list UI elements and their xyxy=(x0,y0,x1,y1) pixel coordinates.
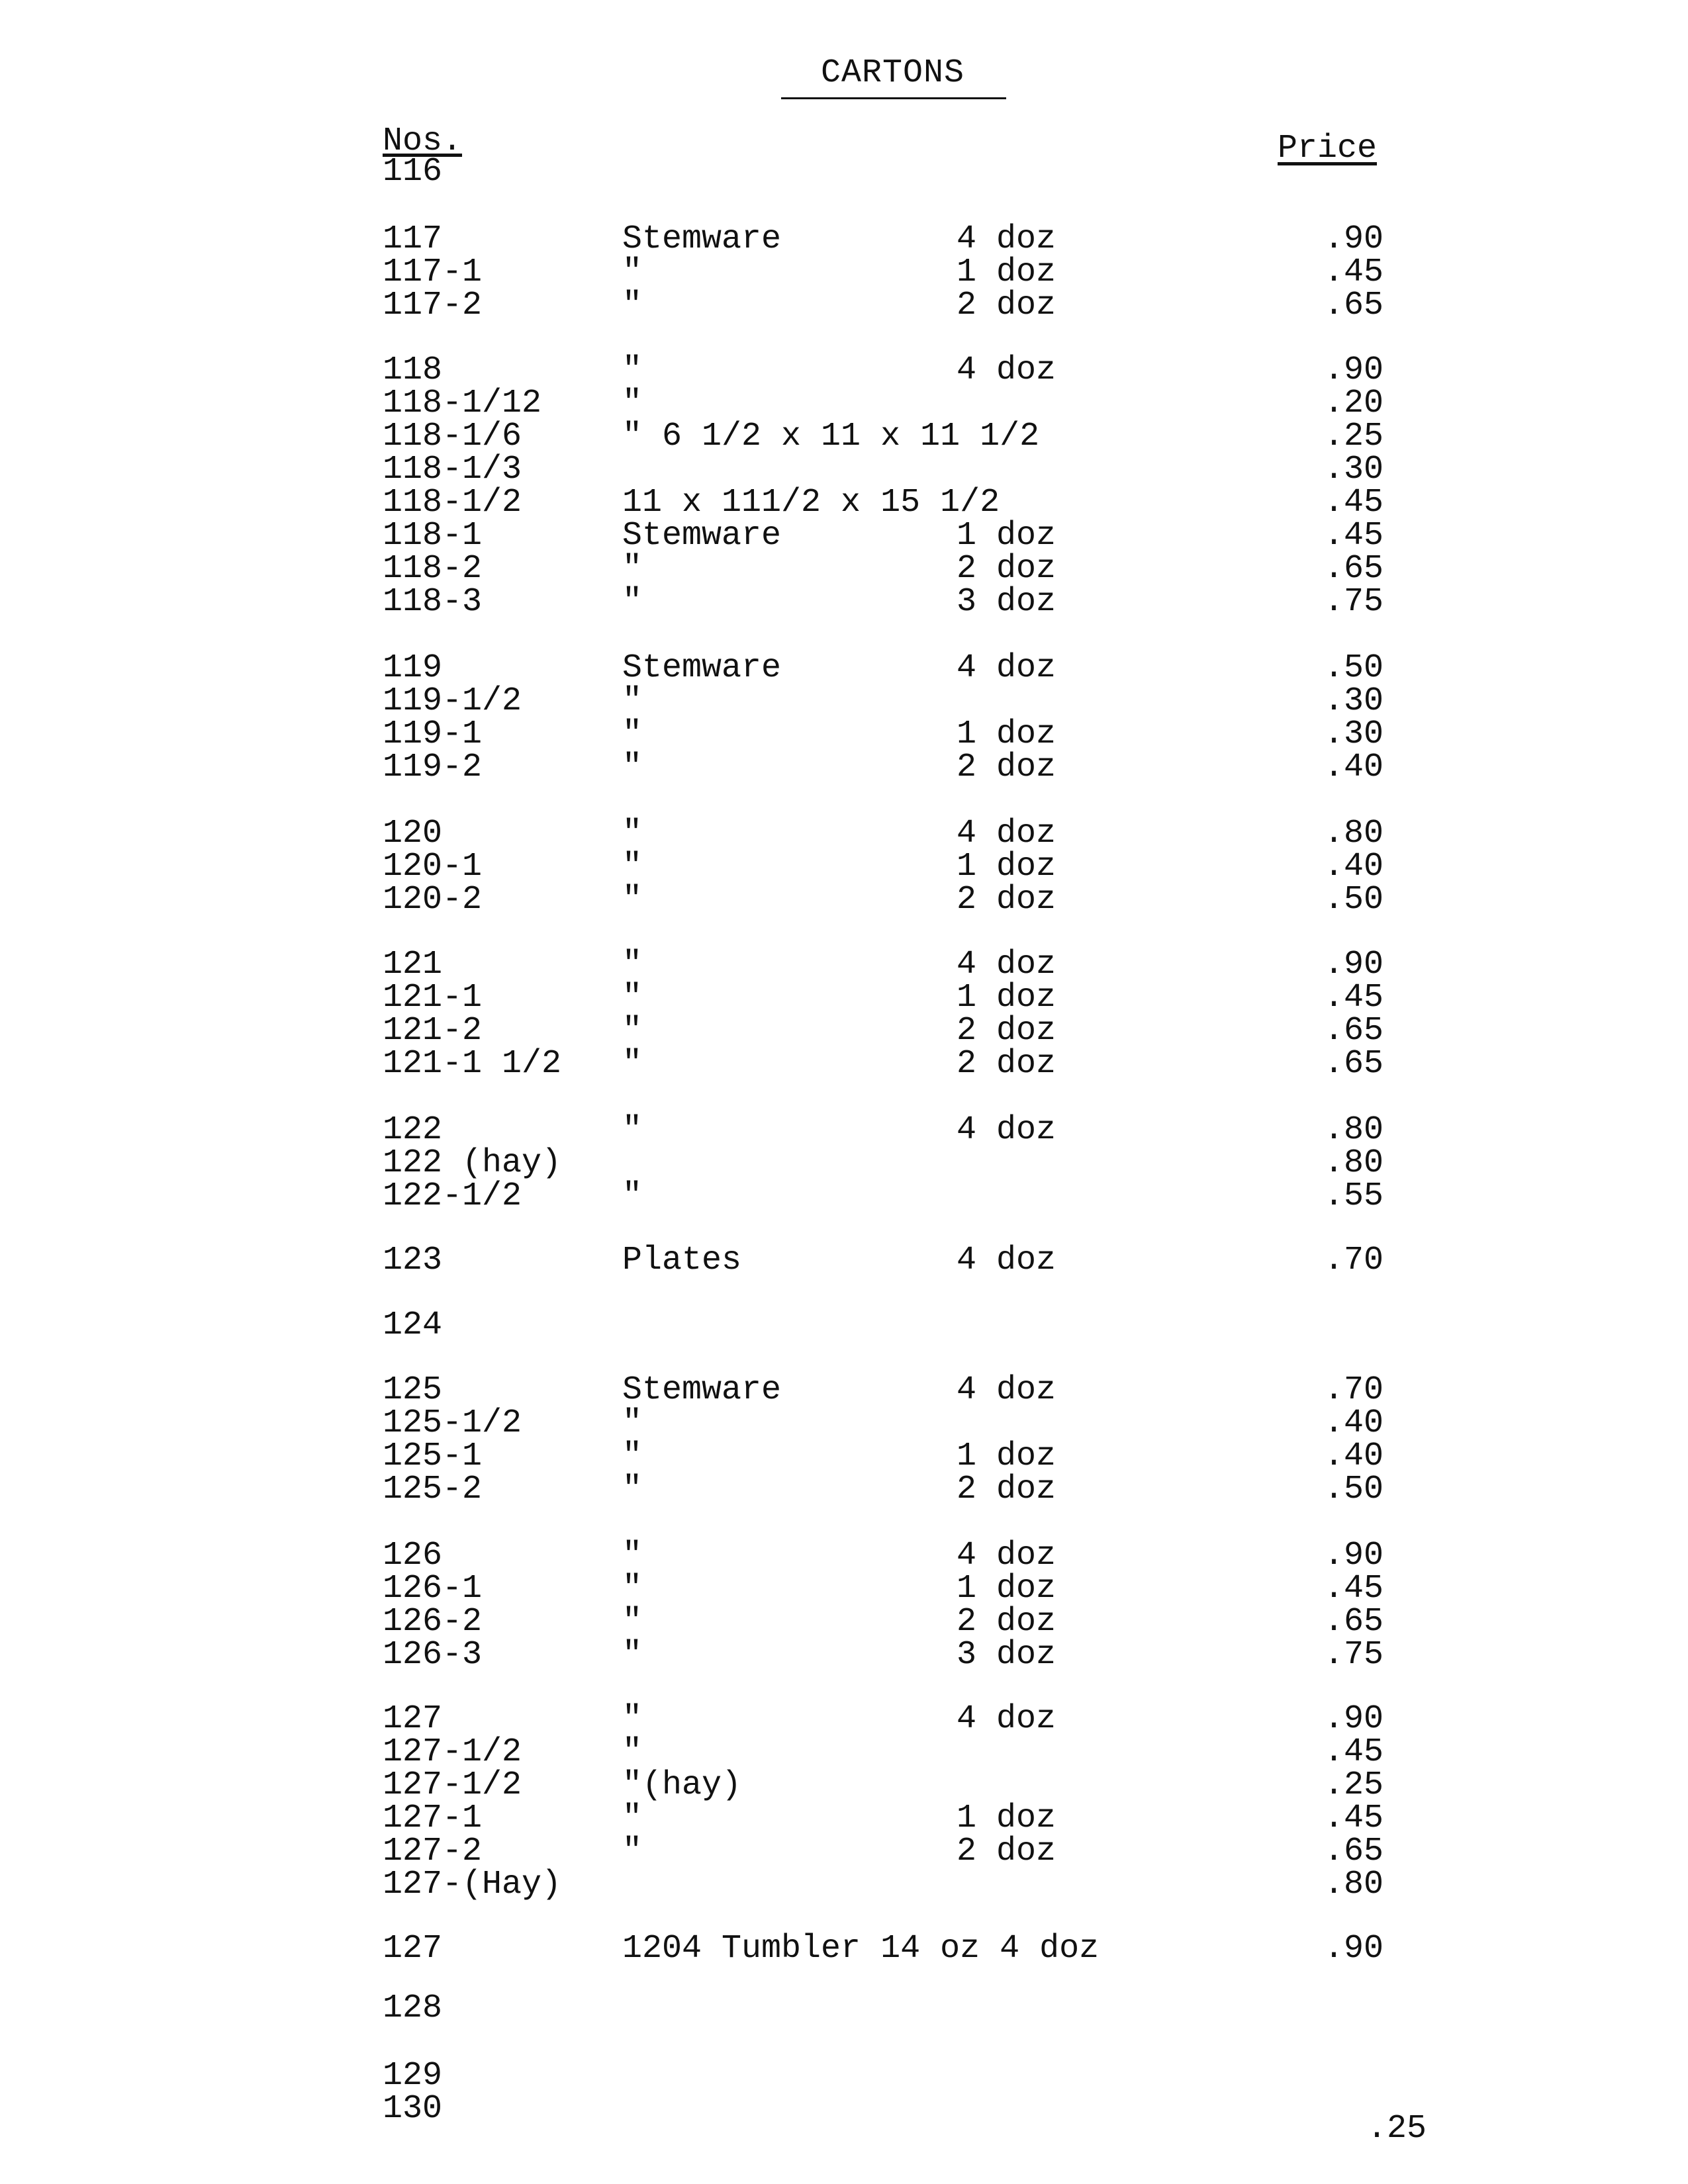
row-quantity: 2 doz xyxy=(957,287,1056,324)
row-number: 125-1/2 xyxy=(383,1404,522,1442)
table-row xyxy=(0,583,1688,621)
table-row xyxy=(0,881,1688,919)
row-price: .45 xyxy=(1324,979,1384,1017)
table-row xyxy=(0,649,1688,687)
row-number: 119 xyxy=(383,649,443,687)
row-quantity: 2 doz xyxy=(957,881,1056,919)
row-number: 126 xyxy=(383,1537,443,1574)
row-quantity: 2 doz xyxy=(957,1045,1056,1083)
row-quantity: 4 doz xyxy=(957,1111,1056,1149)
table-row xyxy=(0,1404,1688,1442)
row-price: .80 xyxy=(1324,1866,1384,1903)
row-number: 127 xyxy=(383,1700,443,1738)
row-number: 128 xyxy=(383,1989,443,2027)
row-price: .90 xyxy=(1324,1700,1384,1738)
table-row xyxy=(0,453,1688,486)
row-quantity: 1 doz xyxy=(957,979,1056,1017)
row-number: 129 xyxy=(383,2057,443,2095)
row-price: .45 xyxy=(1324,1570,1384,1608)
row-quantity: 1 doz xyxy=(957,1437,1056,1475)
row-quantity: 4 doz xyxy=(957,946,1056,983)
row-quantity: 3 doz xyxy=(957,1636,1056,1674)
row-price: .65 xyxy=(1324,287,1384,324)
table-row xyxy=(0,153,1688,191)
table-row xyxy=(0,1835,1688,1868)
row-number: 118-1 xyxy=(383,517,483,555)
row-quantity: 4 doz xyxy=(957,1537,1056,1574)
row-number: 120-2 xyxy=(383,881,483,919)
row-number: 121-1 1/2 xyxy=(383,1045,562,1083)
row-description: " xyxy=(622,1471,643,1508)
row-price: .80 xyxy=(1324,1144,1384,1182)
row-number: 122 (hay) xyxy=(383,1144,562,1182)
row-number: 126-3 xyxy=(383,1636,483,1674)
row-quantity: 1 doz xyxy=(957,253,1056,291)
row-number: 118-2 xyxy=(383,550,483,588)
row-number: 119-1 xyxy=(383,715,483,753)
row-description: " 6 1/2 x 11 x 11 1/2 xyxy=(622,418,1040,455)
table-row xyxy=(0,1244,1688,1277)
row-price: .40 xyxy=(1324,749,1384,786)
row-description: 11 x 111/2 x 15 1/2 xyxy=(622,484,1000,522)
row-description: " xyxy=(622,385,643,422)
column-header-nos: Nos. xyxy=(383,122,463,160)
table-row xyxy=(0,981,1688,1015)
table-row xyxy=(0,1306,1688,1344)
row-number: 119-2 xyxy=(383,749,483,786)
row-price: .75 xyxy=(1324,1636,1384,1674)
table-row xyxy=(0,1766,1688,1804)
table-row xyxy=(0,1572,1688,1606)
row-number: 121-2 xyxy=(383,1012,483,1050)
row-price: .65 xyxy=(1324,1012,1384,1050)
row-number: 118-1/6 xyxy=(383,418,522,455)
row-price: .40 xyxy=(1324,848,1384,886)
table-row xyxy=(0,1636,1688,1674)
table-row xyxy=(0,387,1688,420)
row-quantity: 1 doz xyxy=(957,848,1056,886)
row-price: .80 xyxy=(1324,1111,1384,1149)
row-price: .70 xyxy=(1324,1371,1384,1409)
row-price: .65 xyxy=(1324,1833,1384,1870)
row-price: .45 xyxy=(1324,517,1384,555)
table-row xyxy=(0,1868,1688,1901)
row-price: .45 xyxy=(1324,1733,1384,1771)
row-number: 120-1 xyxy=(383,848,483,886)
row-quantity: 4 doz xyxy=(957,1371,1056,1409)
table-row xyxy=(0,1603,1688,1641)
row-number: 125-2 xyxy=(383,1471,483,1508)
row-description: " xyxy=(622,749,643,786)
table-row xyxy=(0,1539,1688,1572)
table-row xyxy=(0,2057,1688,2095)
row-description: " xyxy=(622,1437,643,1475)
table-row xyxy=(0,1473,1688,1506)
row-number: 121 xyxy=(383,946,443,983)
row-quantity: 1 doz xyxy=(957,1570,1056,1608)
table-row xyxy=(0,1371,1688,1409)
row-quantity: 2 doz xyxy=(957,1603,1056,1641)
row-price: .65 xyxy=(1324,1603,1384,1641)
row-description: Stemware xyxy=(622,517,782,555)
row-quantity: 1 doz xyxy=(957,715,1056,753)
row-price: .50 xyxy=(1324,649,1384,687)
row-description: " xyxy=(622,287,643,324)
row-description: " xyxy=(622,1177,643,1215)
row-quantity: 4 doz xyxy=(957,1242,1056,1279)
row-price: .80 xyxy=(1324,815,1384,852)
row-description: " xyxy=(622,881,643,919)
table-row xyxy=(0,1930,1688,1968)
table-row xyxy=(0,550,1688,588)
row-number: 122 xyxy=(383,1111,443,1149)
row-number: 118-3 xyxy=(383,583,483,621)
row-price: .50 xyxy=(1324,881,1384,919)
row-number: 127-(Hay) xyxy=(383,1866,562,1903)
row-price: .30 xyxy=(1324,715,1384,753)
table-row xyxy=(0,289,1688,322)
table-row xyxy=(0,1733,1688,1771)
row-quantity: 4 doz xyxy=(957,1700,1056,1738)
row-quantity: 1 doz xyxy=(957,517,1056,555)
row-price: .75 xyxy=(1324,583,1384,621)
row-price: .45 xyxy=(1324,484,1384,522)
row-price: .90 xyxy=(1324,220,1384,258)
row-number: 122-1/2 xyxy=(383,1177,522,1215)
row-price: .90 xyxy=(1324,1930,1384,1968)
row-description: Stemware xyxy=(622,220,782,258)
table-row xyxy=(0,1144,1688,1182)
table-row xyxy=(0,817,1688,850)
row-description: " xyxy=(622,1799,643,1837)
row-quantity: 4 doz xyxy=(957,815,1056,852)
row-description: " xyxy=(622,848,643,886)
table-row xyxy=(0,850,1688,884)
row-number: 127 xyxy=(383,1930,443,1968)
row-quantity: 2 doz xyxy=(957,550,1056,588)
row-price: .90 xyxy=(1324,351,1384,389)
row-price: .90 xyxy=(1324,1537,1384,1574)
row-description: Stemware xyxy=(622,649,782,687)
row-number: 117 xyxy=(383,220,443,258)
row-price: .25 xyxy=(1324,1766,1384,1804)
row-description: 1204 Tumbler 14 oz 4 doz xyxy=(622,1930,1100,1968)
row-description: " xyxy=(622,550,643,588)
row-quantity: 2 doz xyxy=(957,1833,1056,1870)
row-description: " xyxy=(622,1537,643,1574)
row-description: "(hay) xyxy=(622,1766,742,1804)
row-quantity: 2 doz xyxy=(957,749,1056,786)
row-price: .65 xyxy=(1324,550,1384,588)
row-description: " xyxy=(622,253,643,291)
row-quantity: 3 doz xyxy=(957,583,1056,621)
row-description: Plates xyxy=(622,1242,742,1279)
row-description: " xyxy=(622,1700,643,1738)
row-price: .20 xyxy=(1324,385,1384,422)
table-row xyxy=(0,420,1688,453)
row-quantity: 2 doz xyxy=(957,1471,1056,1508)
row-number: 117-2 xyxy=(383,287,483,324)
table-row xyxy=(0,1700,1688,1738)
row-description: " xyxy=(622,1733,643,1771)
row-number: 121-1 xyxy=(383,979,483,1017)
table-row xyxy=(0,2090,1688,2148)
row-description: " xyxy=(622,979,643,1017)
row-number: 116 xyxy=(383,153,443,191)
page-title: CARTONS xyxy=(781,54,1006,99)
row-description: " xyxy=(622,583,643,621)
table-row xyxy=(0,486,1688,520)
row-price: .55 xyxy=(1324,1177,1384,1215)
row-description: " xyxy=(622,682,643,720)
table-row xyxy=(0,351,1688,389)
row-number: 126-1 xyxy=(383,1570,483,1608)
row-price: .30 xyxy=(1324,451,1384,488)
row-number: 125 xyxy=(383,1371,443,1409)
row-description: " xyxy=(622,351,643,389)
table-row xyxy=(0,1989,1688,2027)
row-number: 127-2 xyxy=(383,1833,483,1870)
row-description: " xyxy=(622,1111,643,1149)
row-description: " xyxy=(622,1603,643,1641)
row-number: 123 xyxy=(383,1242,443,1279)
table-row xyxy=(0,1177,1688,1215)
row-price: .70 xyxy=(1324,1242,1384,1279)
row-number: 126-2 xyxy=(383,1603,483,1641)
row-number: 118 xyxy=(383,351,443,389)
row-description: " xyxy=(622,715,643,753)
row-price: .65 xyxy=(1324,1045,1384,1083)
table-row xyxy=(0,1012,1688,1050)
row-number: 127-1/2 xyxy=(383,1733,522,1771)
row-description: " xyxy=(622,1012,643,1050)
row-number: 120 xyxy=(383,815,443,852)
row-price: .90 xyxy=(1324,946,1384,983)
row-number: 117-1 xyxy=(383,253,483,291)
row-number: 124 xyxy=(383,1306,443,1344)
row-number: 127-1/2 xyxy=(383,1766,522,1804)
row-price: .45 xyxy=(1324,1799,1384,1837)
table-row xyxy=(0,253,1688,291)
table-row xyxy=(0,220,1688,258)
row-description: Stemware xyxy=(622,1371,782,1409)
row-number: 119-1/2 xyxy=(383,682,522,720)
row-quantity: 1 doz xyxy=(957,1799,1056,1837)
row-price: .25 xyxy=(1367,2110,1427,2148)
row-quantity: 4 doz xyxy=(957,220,1056,258)
table-row xyxy=(0,1045,1688,1083)
row-description: " xyxy=(622,1570,643,1608)
row-price: .40 xyxy=(1324,1437,1384,1475)
row-number: 118-1/3 xyxy=(383,451,522,488)
row-price: .25 xyxy=(1324,418,1384,455)
column-header-price: Price xyxy=(1278,130,1378,167)
table-row xyxy=(0,751,1688,784)
row-description: " xyxy=(622,1404,643,1442)
row-description: " xyxy=(622,1636,643,1674)
table-row xyxy=(0,1111,1688,1149)
row-description: " xyxy=(622,1833,643,1870)
row-quantity: 4 doz xyxy=(957,351,1056,389)
row-number: 130 xyxy=(383,2090,443,2128)
row-price: .30 xyxy=(1324,682,1384,720)
row-quantity: 4 doz xyxy=(957,649,1056,687)
row-number: 127-1 xyxy=(383,1799,483,1837)
row-description: " xyxy=(622,1045,643,1083)
table-row xyxy=(0,1437,1688,1475)
row-price: .50 xyxy=(1324,1471,1384,1508)
row-number: 118-1/2 xyxy=(383,484,522,522)
row-number: 118-1/12 xyxy=(383,385,542,422)
table-row xyxy=(0,948,1688,981)
row-price: .40 xyxy=(1324,1404,1384,1442)
row-number: 125-1 xyxy=(383,1437,483,1475)
row-description: " xyxy=(622,946,643,983)
table-row xyxy=(0,715,1688,753)
table-row xyxy=(0,1799,1688,1837)
table-row xyxy=(0,517,1688,555)
table-row xyxy=(0,682,1688,720)
row-price: .45 xyxy=(1324,253,1384,291)
row-description: " xyxy=(622,815,643,852)
row-quantity: 2 doz xyxy=(957,1012,1056,1050)
